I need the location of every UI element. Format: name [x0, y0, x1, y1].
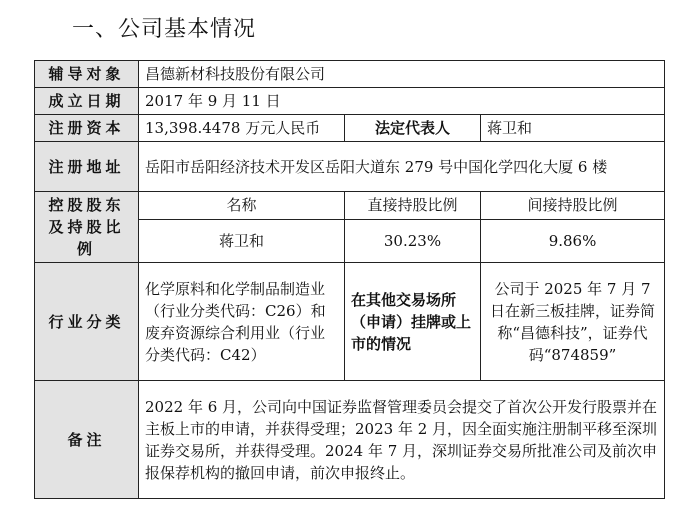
row-company — [35, 61, 665, 88]
label-remarks: 备注 — [35, 381, 139, 499]
col-header-direct: 直接持股比例 — [345, 192, 481, 220]
col-header-name: 名称 — [139, 192, 345, 220]
label-industry: 行业分类 — [35, 263, 139, 381]
row-address — [35, 142, 665, 192]
row-founded — [35, 88, 665, 115]
value-listing: 公司于 2025 年 7 月 7 日在新三板挂牌，证券简称“昌德科技”，证券代码“874859” — [481, 263, 665, 381]
label-founded: 成立日期 — [35, 88, 139, 115]
label-company: 辅导对象 — [35, 61, 139, 88]
value-legal-rep: 蒋卫和 — [481, 115, 665, 142]
row-industry — [35, 263, 665, 381]
company-info-table — [34, 60, 665, 499]
value-remarks: 2022 年 6 月，公司向中国证券监督管理委员会提交了首次公开发行股票并在主板上市的申请，并获得受理；2023 年 2 月，因全面实施注册制平移至深圳证券交易所，并获得受理。2024 年 7 月，深圳证券交易所批准公司及前次申报保荐机构的撤回申请，前次申报终止。 — [139, 381, 665, 499]
row-shareholder-header — [35, 192, 665, 220]
row-capital — [35, 115, 665, 142]
row-remarks — [35, 381, 665, 499]
col-header-indirect: 间接持股比例 — [481, 192, 665, 220]
label-address: 注册地址 — [35, 142, 139, 192]
value-industry: 化学原料和化学制品制造业（行业分类代码：C26）和废弃资源综合利用业（行业分类代码：C42） — [139, 263, 345, 381]
value-address: 岳阳市岳阳经济技术开发区岳阳大道东 279 号中国化学四化大厦 6 楼 — [139, 142, 665, 192]
label-capital: 注册资本 — [35, 115, 139, 142]
shareholder-indirect: 9.86% — [481, 219, 665, 262]
shareholder-name: 蒋卫和 — [139, 219, 345, 262]
label-listing: 在其他交易场所（申请）挂牌或上市的情况 — [345, 263, 481, 381]
label-shareholder: 控股股东及持股比例 — [35, 192, 139, 263]
shareholder-direct: 30.23% — [345, 219, 481, 262]
section-heading: 一、公司基本情况 — [72, 17, 257, 42]
value-company: 昌德新材科技股份有限公司 — [139, 61, 665, 88]
value-capital: 13,398.4478 万元人民币 — [139, 115, 345, 142]
value-founded: 2017 年 9 月 11 日 — [139, 88, 665, 115]
label-legal-rep: 法定代表人 — [345, 115, 481, 142]
